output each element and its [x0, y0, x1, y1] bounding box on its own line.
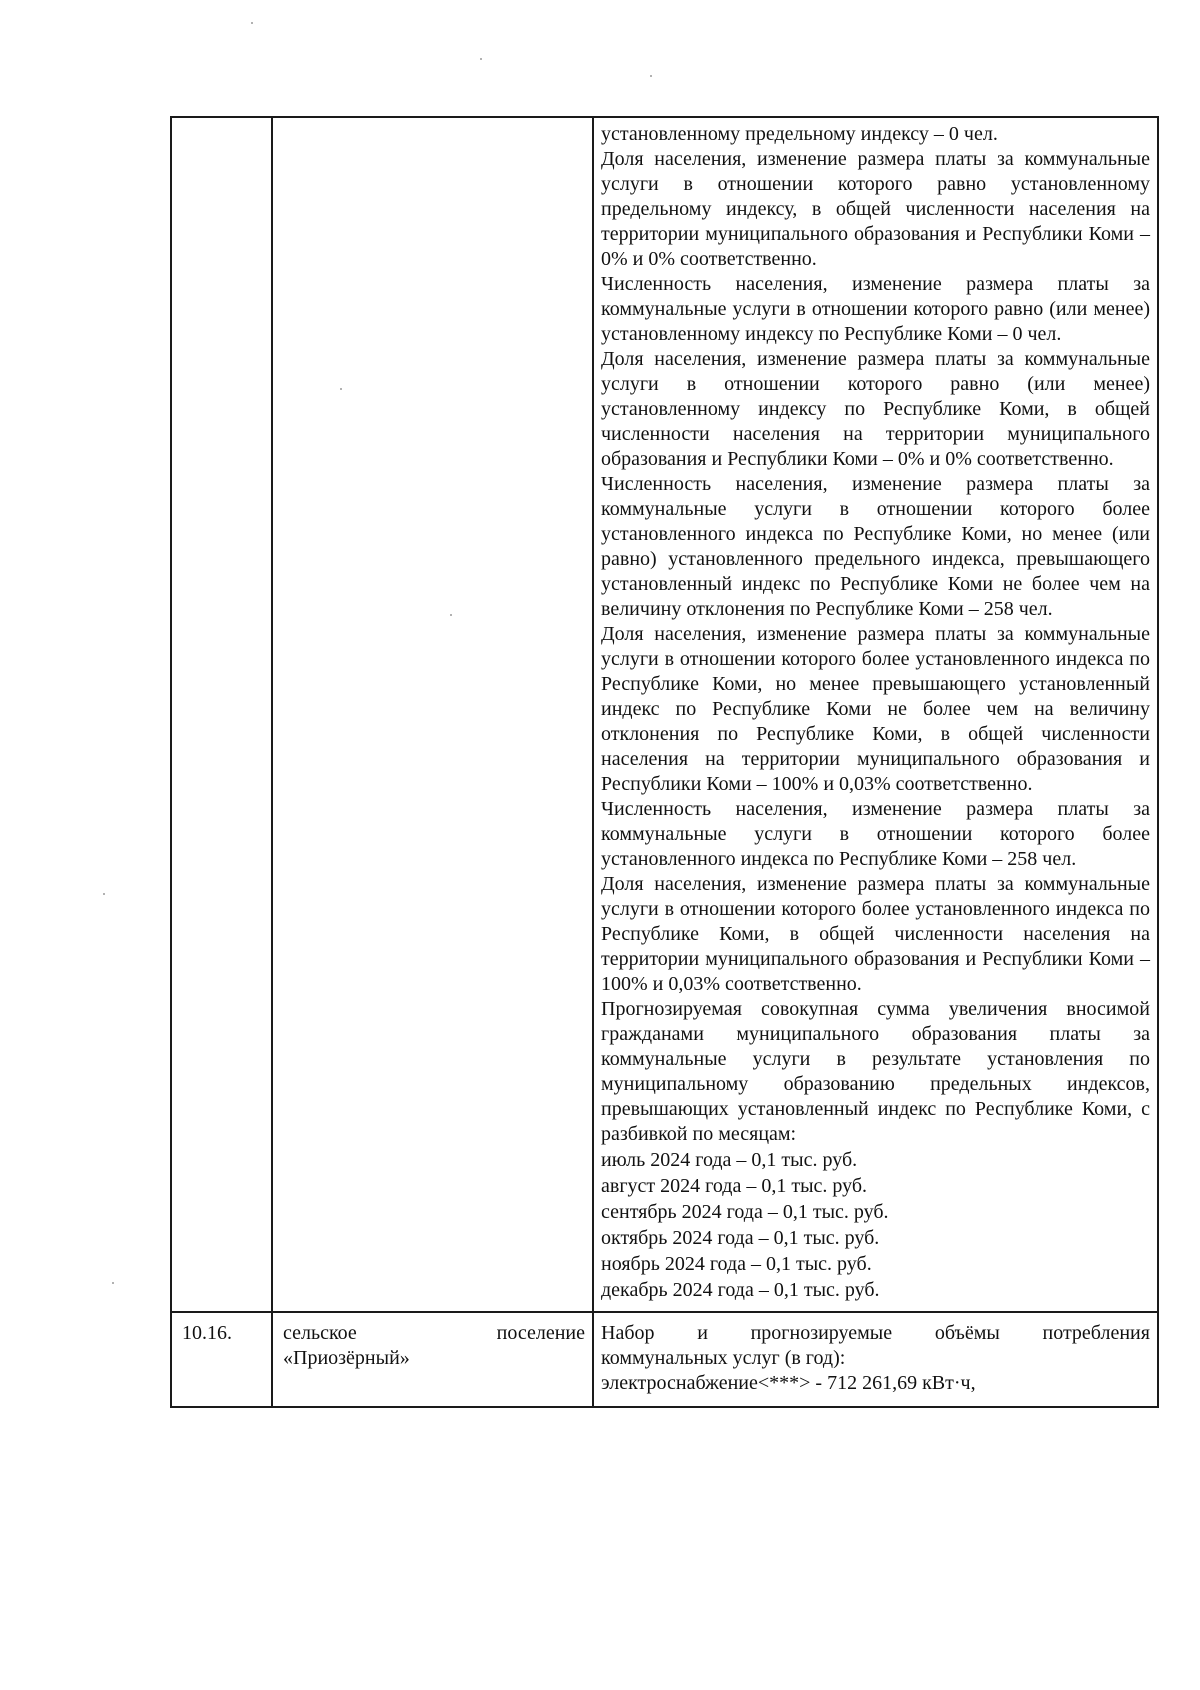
month-item: октябрь 2024 года – 0,1 тыс. руб.: [601, 1227, 880, 1249]
heading-word: прогнозируемые: [750, 1322, 893, 1344]
settlement-name-cell: [272, 1312, 593, 1407]
scan-speck: [251, 22, 253, 24]
table-row: [171, 117, 1158, 1312]
settlement-type: [283, 1321, 585, 1346]
row-number: 10.16.: [171, 1312, 272, 1407]
scan-speck: [112, 1282, 114, 1284]
table-row: [171, 1312, 1158, 1407]
scan-speck: [480, 58, 482, 60]
scan-speck: [103, 893, 105, 895]
continuation-paragraph: установленному предельному индексу – 0 чел.: [601, 123, 998, 145]
settlement-type-word: сельское: [283, 1322, 357, 1344]
scan-speck: [650, 75, 652, 77]
heading-word: объёмы: [934, 1322, 1000, 1344]
paragraph: Численность населения, изменение размера платы за коммунальные услуги в отношении которого более установленного индекса по Республике Коми, но менее (или равно) установленного предельного индекса, превышающего установленный индекс по Республике Коми не более чем на величину отклонения по Республике Коми – 258 чел.: [601, 473, 1150, 620]
consumption-cell: [593, 1312, 1158, 1407]
name-cell: [272, 117, 593, 1312]
month-item: июль 2024 года – 0,1 тыс. руб.: [601, 1149, 858, 1171]
document-table: [170, 116, 1159, 1408]
month-item: сентябрь 2024 года – 0,1 тыс. руб.: [601, 1201, 889, 1223]
heading-word: и: [697, 1322, 708, 1344]
month-item: ноябрь 2024 года – 0,1 тыс. руб.: [601, 1253, 872, 1275]
content-cell: [593, 117, 1158, 1312]
paragraph: Доля населения, изменение размера платы за коммунальные услуги в отношении которого равно (или менее) установленному индексу по Республике Коми, в общей численности населения на территории муниципального образования и Республики Коми – 0% и 0% соответственно.: [601, 348, 1150, 470]
number-cell: [171, 117, 272, 1312]
electricity-line: электроснабжение<***> - 712 261,69 кВт·ч,: [601, 1372, 976, 1394]
paragraph: Доля населения, изменение размера платы за коммунальные услуги в отношении которого более установленного индекса по Республике Коми, в общей численности населения на территории муниципального образования и Республики Коми – 100% и 0,03% соответственно.: [601, 873, 1150, 995]
paragraph: Доля населения, изменение размера платы за коммунальные услуги в отношении которого равно установленному предельному индексу, в общей численности населения на территории муниципального образования и Республики Коми – 0% и 0% соответственно.: [601, 148, 1150, 270]
month-item: декабрь 2024 года – 0,1 тыс. руб.: [601, 1279, 880, 1301]
heading-word: Набор: [601, 1322, 655, 1344]
paragraph: Прогнозируемая совокупная сумма увеличения вносимой гражданами муниципального образования платы за коммунальные услуги в результате установления по муниципальному образованию предельных индексов, превышающих установленный индекс по Республике Коми, с разбивкой по месяцам:: [601, 998, 1150, 1145]
paragraph: Численность населения, изменение размера платы за коммунальные услуги в отношении которого более установленного индекса по Республике Коми – 258 чел.: [601, 798, 1150, 870]
settlement-type-word: поселение: [496, 1322, 585, 1344]
settlement-name: «Приозёрный»: [283, 1347, 410, 1369]
paragraph: Доля населения, изменение размера платы за коммунальные услуги в отношении которого более установленного индекса по Республике Коми, но менее превышающего установленный индекс по Республике Коми не более чем на величину отклонения по Республике Коми, в общей численности населения на территории муниципального образования и Республики Коми – 100% и 0,03% соответственно.: [601, 623, 1150, 795]
consumption-heading-line: [601, 1321, 1150, 1346]
heading-word: потребления: [1042, 1322, 1150, 1344]
monthly-breakdown: [601, 1147, 1150, 1303]
month-item: август 2024 года – 0,1 тыс. руб.: [601, 1175, 868, 1197]
consumption-heading-cont: коммунальных услуг (в год):: [601, 1347, 846, 1369]
paragraph: Численность населения, изменение размера платы за коммунальные услуги в отношении которого равно (или менее) установленному индексу по Республике Коми – 0 чел.: [601, 273, 1150, 345]
